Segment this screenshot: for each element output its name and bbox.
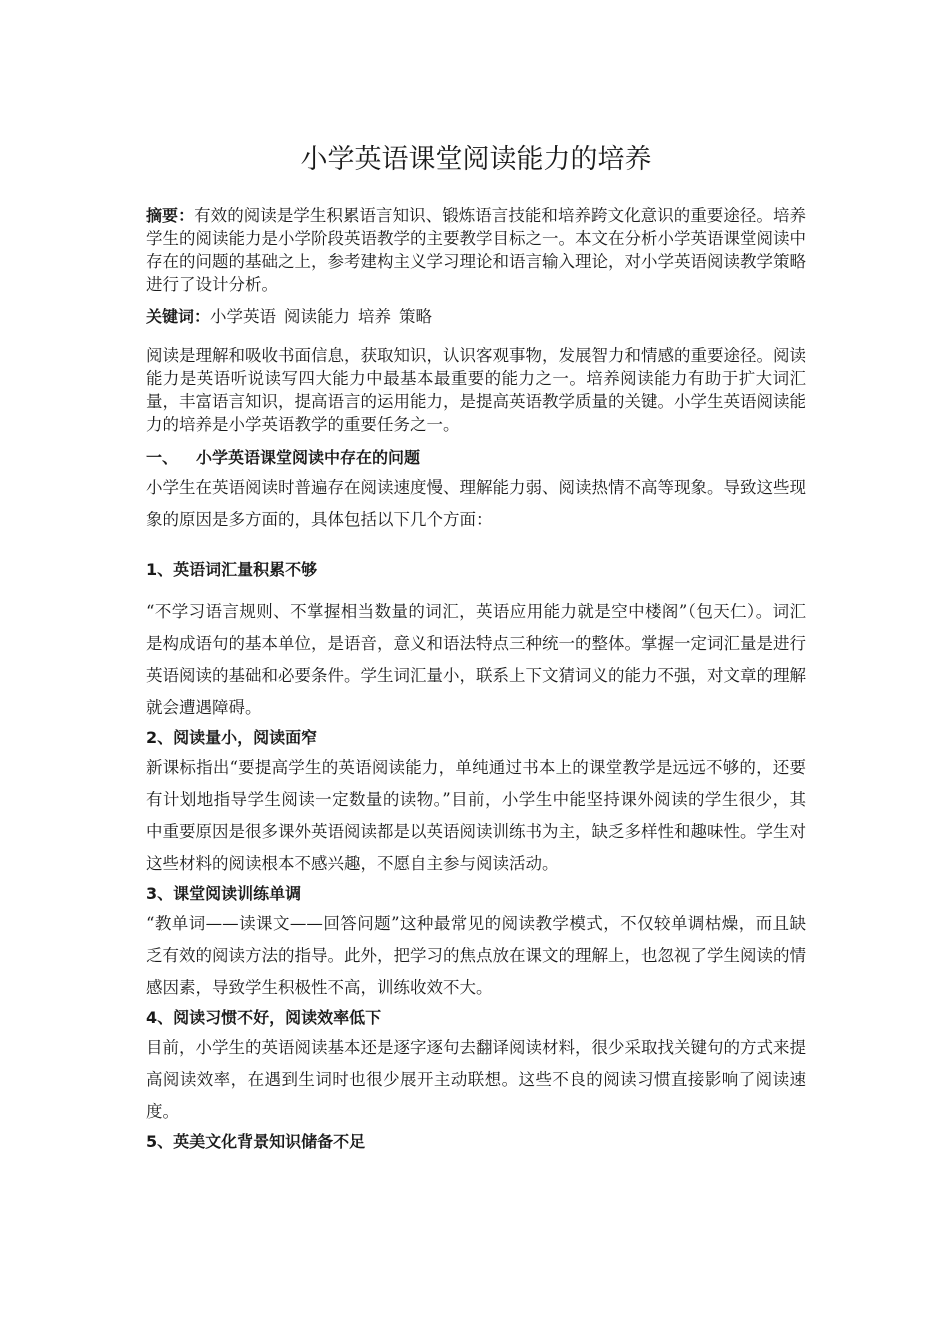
abstract-paragraph: [146, 204, 806, 296]
subsection-heading: 4、阅读习惯不好，阅读效率低下: [146, 1008, 382, 1027]
subsection-paragraph: “教单词——读课文——回答问题”这种最常见的阅读教学模式，不仅较单调枯燥，而且缺乏有效的阅读方法的指导。此外，把学习的焦点放在课文的理解上，也忽视了学生阅读的情感因素，导致学生积极性不高，训练收效不大。: [146, 914, 806, 997]
keyword-item: 小学英语: [210, 307, 277, 326]
document-page: [146, 138, 806, 1156]
keywords-line: [146, 302, 806, 332]
section-paragraph: 小学生在英语阅读时普遍存在阅读速度慢、理解能力弱、阅读热情不高等现象。导致这些现象的原因是多方面的，具体包括以下几个方面：: [146, 478, 806, 529]
abstract-text: 有效的阅读是学生积累语言知识、锻炼语言技能和培养跨文化意识的重要途径。培养学生的阅读能力是小学阶段英语教学的主要教学目标之一。本文在分析小学英语课堂阅读中存在的问题的基础之上，参考建构主义学习理论和语言输入理论，对小学英语阅读教学策略进行了设计分析。: [146, 206, 806, 294]
section-title: 小学英语课堂阅读中存在的问题: [196, 448, 421, 467]
subsection-paragraph: “不学习语言规则、不掌握相当数量的词汇，英语应用能力就是空中楼阁”（包天仁）。词汇是构成语句的基本单位，是语音，意义和语法特点三种统一的整体。掌握一定词汇量是进行英语阅读的基础和必要条件。学生词汇量小，联系上下文猜词义的能力不强，对文章的理解就会遭遇障碍。: [146, 602, 806, 717]
subsection-paragraph: 新课标指出“要提高学生的英语阅读能力，单纯通过书本上的课堂教学是远远不够的，还要有计划地指导学生阅读一定数量的读物。”目前，小学生中能坚持课外阅读的学生很少，其中重要原因是很多课外英语阅读都是以英语阅读训练书为主，缺乏多样性和趣味性。学生对这些材料的阅读根本不感兴趣，不愿自主参与阅读活动。: [146, 758, 806, 873]
abstract-label: 摘要：: [146, 206, 195, 225]
keywords-label: 关键词：: [146, 307, 211, 326]
intro-paragraph: 阅读是理解和吸收书面信息，获取知识，认识客观事物，发展智力和情感的重要途径。阅读能力是英语听说读写四大能力中最基本最重要的能力之一。培养阅读能力有助于扩大词汇量，丰富语言知识，提高语言的运用能力，是提高英语教学质量的关键。小学生英语阅读能力的培养是小学英语教学的重要任务之一。: [146, 346, 806, 434]
subsection-heading: 5、英美文化背景知识储备不足: [146, 1132, 366, 1151]
subsection-heading: 2、阅读量小，阅读面窄: [146, 728, 318, 747]
keyword-item: 阅读能力: [284, 307, 351, 326]
section-heading: [146, 444, 806, 472]
keyword-item: 培养: [358, 307, 392, 326]
keyword-item: 策略: [399, 307, 433, 326]
subsection-paragraph: 目前，小学生的英语阅读基本还是逐字逐句去翻译阅读材料，很少采取找关键句的方式来提高阅读效率，在遇到生词时也很少展开主动联想。这些不良的阅读习惯直接影响了阅读速度。: [146, 1038, 806, 1121]
subsection-heading: 1、英语词汇量积累不够: [146, 560, 318, 579]
subsection-heading: 3、课堂阅读训练单调: [146, 884, 302, 903]
section-number: 一、: [146, 448, 179, 467]
document-title: 小学英语课堂阅读能力的培养: [300, 144, 652, 175]
